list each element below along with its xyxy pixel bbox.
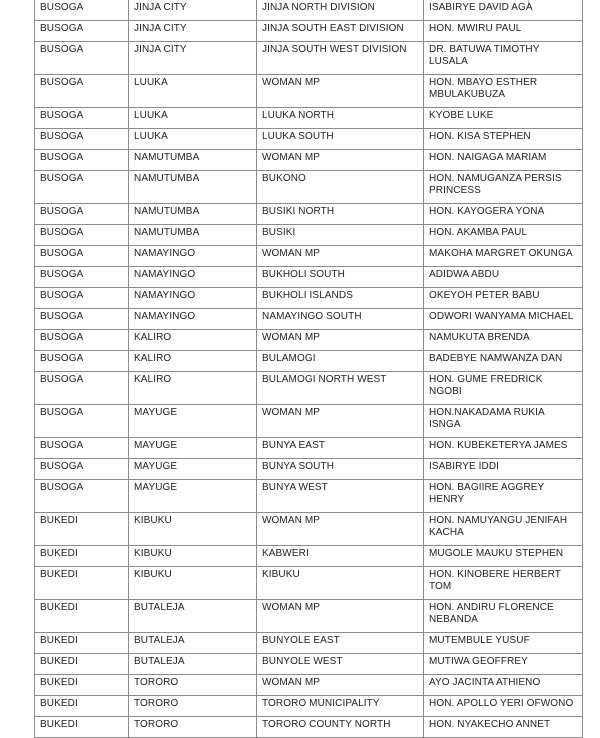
region-cell: BUSOGA bbox=[35, 108, 129, 129]
table-row bbox=[35, 438, 583, 459]
mp-name-cell: MUGOLE MAUKU STEPHEN bbox=[424, 546, 583, 567]
table-row bbox=[35, 513, 583, 546]
constituency-cell: BUNYA WEST bbox=[257, 480, 424, 513]
constituency-cell: WOMAN MP bbox=[257, 150, 424, 171]
district-cell: MAYUGE bbox=[129, 459, 257, 480]
region-cell: BUKEDI bbox=[35, 675, 129, 696]
constituency-cell: JINJA SOUTH WEST DIVISION bbox=[257, 42, 424, 75]
region-cell: BUKEDI bbox=[35, 696, 129, 717]
constituency-cell: BULAMOGI NORTH WEST bbox=[257, 372, 424, 405]
constituency-cell: BUNYA EAST bbox=[257, 438, 424, 459]
table-row bbox=[35, 696, 583, 717]
constituency-cell: WOMAN MP bbox=[257, 675, 424, 696]
district-cell: BUTALEJA bbox=[129, 633, 257, 654]
constituency-cell: BUNYOLE EAST bbox=[257, 633, 424, 654]
table-row bbox=[35, 546, 583, 567]
district-cell: JINJA CITY bbox=[129, 0, 257, 21]
district-cell: MAYUGE bbox=[129, 438, 257, 459]
region-cell: BUSOGA bbox=[35, 330, 129, 351]
district-cell: NAMAYINGO bbox=[129, 309, 257, 330]
region-cell: BUSOGA bbox=[35, 351, 129, 372]
constituency-cell: WOMAN MP bbox=[257, 600, 424, 633]
region-cell: BUSOGA bbox=[35, 246, 129, 267]
table-row bbox=[35, 600, 583, 633]
mp-name-cell: HON. GUME FREDRICK NGOBI bbox=[424, 372, 583, 405]
mp-name-cell: HON. KINOBERE HERBERT TOM bbox=[424, 567, 583, 600]
constituency-cell: LUUKA SOUTH bbox=[257, 129, 424, 150]
constituency-cell: BUSIKI NORTH bbox=[257, 204, 424, 225]
district-cell: LUUKA bbox=[129, 129, 257, 150]
constituency-cell: BUSIKI bbox=[257, 225, 424, 246]
table-row bbox=[35, 171, 583, 204]
district-cell: KALIRO bbox=[129, 330, 257, 351]
district-cell: TORORO bbox=[129, 675, 257, 696]
table-row bbox=[35, 372, 583, 405]
constituency-cell: KABWERI bbox=[257, 546, 424, 567]
district-cell: BUTALEJA bbox=[129, 600, 257, 633]
table-row bbox=[35, 108, 583, 129]
constituency-cell: WOMAN MP bbox=[257, 513, 424, 546]
mp-name-cell: HON. APOLLO YERI OFWONO bbox=[424, 696, 583, 717]
region-cell: BUSOGA bbox=[35, 309, 129, 330]
table-row bbox=[35, 288, 583, 309]
district-cell: KIBUKU bbox=[129, 546, 257, 567]
constituency-cell: BUNYA SOUTH bbox=[257, 459, 424, 480]
region-cell: BUSOGA bbox=[35, 204, 129, 225]
mp-name-cell: ODWORI WANYAMA MICHAEL bbox=[424, 309, 583, 330]
table-row bbox=[35, 21, 583, 42]
district-cell: JINJA CITY bbox=[129, 42, 257, 75]
table-row bbox=[35, 567, 583, 600]
region-cell: BUKEDI bbox=[35, 513, 129, 546]
region-cell: BUSOGA bbox=[35, 225, 129, 246]
constituency-cell: BULAMOGI bbox=[257, 351, 424, 372]
mp-name-cell: DR. BATUWA TIMOTHY LUSALA bbox=[424, 42, 583, 75]
table-row bbox=[35, 129, 583, 150]
constituency-cell: WOMAN MP bbox=[257, 246, 424, 267]
region-cell: BUKEDI bbox=[35, 567, 129, 600]
region-cell: BUSOGA bbox=[35, 42, 129, 75]
mp-name-cell: HON. NAIGAGA MARIAM bbox=[424, 150, 583, 171]
constituency-cell: BUKHOLI SOUTH bbox=[257, 267, 424, 288]
district-cell: NAMAYINGO bbox=[129, 288, 257, 309]
constituency-cell: BUKONO bbox=[257, 171, 424, 204]
region-cell: BUSOGA bbox=[35, 75, 129, 108]
constituency-cell: BUNYOLE WEST bbox=[257, 654, 424, 675]
mp-name-cell: AYO JACINTA ATHIENO bbox=[424, 675, 583, 696]
mp-name-cell: HON.NAKADAMA RUKIA ISNGA bbox=[424, 405, 583, 438]
mp-name-cell: HON. ANDIRU FLORENCE NEBANDA bbox=[424, 600, 583, 633]
mp-name-cell: OKEYOH PETER BABU bbox=[424, 288, 583, 309]
mp-name-cell: HON. NAMUGANZA PERSIS PRINCESS bbox=[424, 171, 583, 204]
district-cell: LUUKA bbox=[129, 75, 257, 108]
constituency-cell: NAMAYINGO SOUTH bbox=[257, 309, 424, 330]
mp-name-cell: NAMUKUTA BRENDA bbox=[424, 330, 583, 351]
region-cell: BUKEDI bbox=[35, 633, 129, 654]
district-cell: TORORO bbox=[129, 717, 257, 738]
district-cell: NAMAYINGO bbox=[129, 267, 257, 288]
constituency-cell: WOMAN MP bbox=[257, 75, 424, 108]
district-cell: MAYUGE bbox=[129, 405, 257, 438]
region-cell: BUSOGA bbox=[35, 288, 129, 309]
mp-name-cell: HON. MBAYO ESTHER MBULAKUBUZA bbox=[424, 75, 583, 108]
region-cell: BUKEDI bbox=[35, 717, 129, 738]
constituency-cell: TORORO MUNICIPALITY bbox=[257, 696, 424, 717]
mp-name-cell: HON. AKAMBA PAUL bbox=[424, 225, 583, 246]
district-cell: TORORO bbox=[129, 696, 257, 717]
mp-name-cell: ADIDWA ABDU bbox=[424, 267, 583, 288]
region-cell: BUKEDI bbox=[35, 654, 129, 675]
region-cell: BUSOGA bbox=[35, 267, 129, 288]
region-cell: BUKEDI bbox=[35, 600, 129, 633]
region-cell: BUSOGA bbox=[35, 372, 129, 405]
region-cell: BUSOGA bbox=[35, 405, 129, 438]
mp-name-cell: HON. BAGIIRE AGGREY HENRY bbox=[424, 480, 583, 513]
district-cell: BUTALEJA bbox=[129, 654, 257, 675]
constituency-cell: WOMAN MP bbox=[257, 330, 424, 351]
table-row bbox=[35, 675, 583, 696]
region-cell: BUSOGA bbox=[35, 150, 129, 171]
table-row bbox=[35, 267, 583, 288]
district-cell: NAMUTUMBA bbox=[129, 150, 257, 171]
mp-name-cell: MUTEMBULE YUSUF bbox=[424, 633, 583, 654]
table-row bbox=[35, 459, 583, 480]
table-row bbox=[35, 75, 583, 108]
table-body bbox=[35, 0, 583, 738]
district-cell: NAMUTUMBA bbox=[129, 225, 257, 246]
table-row bbox=[35, 480, 583, 513]
district-cell: NAMAYINGO bbox=[129, 246, 257, 267]
region-cell: BUSOGA bbox=[35, 21, 129, 42]
table-row bbox=[35, 633, 583, 654]
table-row bbox=[35, 309, 583, 330]
mp-name-cell: HON. MWIRU PAUL bbox=[424, 21, 583, 42]
mp-name-cell: BADEBYE NAMWANZA DAN bbox=[424, 351, 583, 372]
region-cell: BUSOGA bbox=[35, 0, 129, 21]
district-cell: KALIRO bbox=[129, 351, 257, 372]
region-cell: BUSOGA bbox=[35, 171, 129, 204]
mp-name-cell: ISABIRYE DAVID AGA bbox=[424, 0, 583, 21]
district-cell: KIBUKU bbox=[129, 567, 257, 600]
table-row bbox=[35, 204, 583, 225]
district-cell: NAMUTUMBA bbox=[129, 171, 257, 204]
table-row bbox=[35, 225, 583, 246]
table-row bbox=[35, 654, 583, 675]
constituency-cell: WOMAN MP bbox=[257, 405, 424, 438]
table-row bbox=[35, 150, 583, 171]
region-cell: BUSOGA bbox=[35, 438, 129, 459]
constituency-cell: LUUKA NORTH bbox=[257, 108, 424, 129]
constituency-cell: JINJA SOUTH EAST DIVISION bbox=[257, 21, 424, 42]
district-cell: JINJA CITY bbox=[129, 21, 257, 42]
region-cell: BUSOGA bbox=[35, 459, 129, 480]
region-cell: BUSOGA bbox=[35, 480, 129, 513]
district-cell: KIBUKU bbox=[129, 513, 257, 546]
region-cell: BUSOGA bbox=[35, 129, 129, 150]
mp-name-cell: MAKOHA MARGRET OKUNGA bbox=[424, 246, 583, 267]
constituency-cell: BUKHOLI ISLANDS bbox=[257, 288, 424, 309]
mp-name-cell: ISABIRYE IDDI bbox=[424, 459, 583, 480]
district-cell: KALIRO bbox=[129, 372, 257, 405]
district-cell: MAYUGE bbox=[129, 480, 257, 513]
constituency-cell: TORORO COUNTY NORTH bbox=[257, 717, 424, 738]
table-row bbox=[35, 42, 583, 75]
region-cell: BUKEDI bbox=[35, 546, 129, 567]
constituency-cell: KIBUKU bbox=[257, 567, 424, 600]
mp-results-table bbox=[34, 0, 583, 738]
district-cell: NAMUTUMBA bbox=[129, 204, 257, 225]
constituency-cell: JINJA NORTH DIVISION bbox=[257, 0, 424, 21]
table-row bbox=[35, 351, 583, 372]
mp-name-cell: MUTIWA GEOFFREY bbox=[424, 654, 583, 675]
mp-name-cell: KYOBE LUKE bbox=[424, 108, 583, 129]
table-row bbox=[35, 405, 583, 438]
table-row bbox=[35, 330, 583, 351]
district-cell: LUUKA bbox=[129, 108, 257, 129]
mp-name-cell: HON. NYAKECHO ANNET bbox=[424, 717, 583, 738]
table-row bbox=[35, 717, 583, 738]
table-row bbox=[35, 0, 583, 21]
mp-name-cell: HON. NAMUYANGU JENIFAH KACHA bbox=[424, 513, 583, 546]
mp-name-cell: HON. KUBEKETERYA JAMES bbox=[424, 438, 583, 459]
mp-name-cell: HON. KAYOGERA YONA bbox=[424, 204, 583, 225]
table-row bbox=[35, 246, 583, 267]
mp-name-cell: HON. KISA STEPHEN bbox=[424, 129, 583, 150]
